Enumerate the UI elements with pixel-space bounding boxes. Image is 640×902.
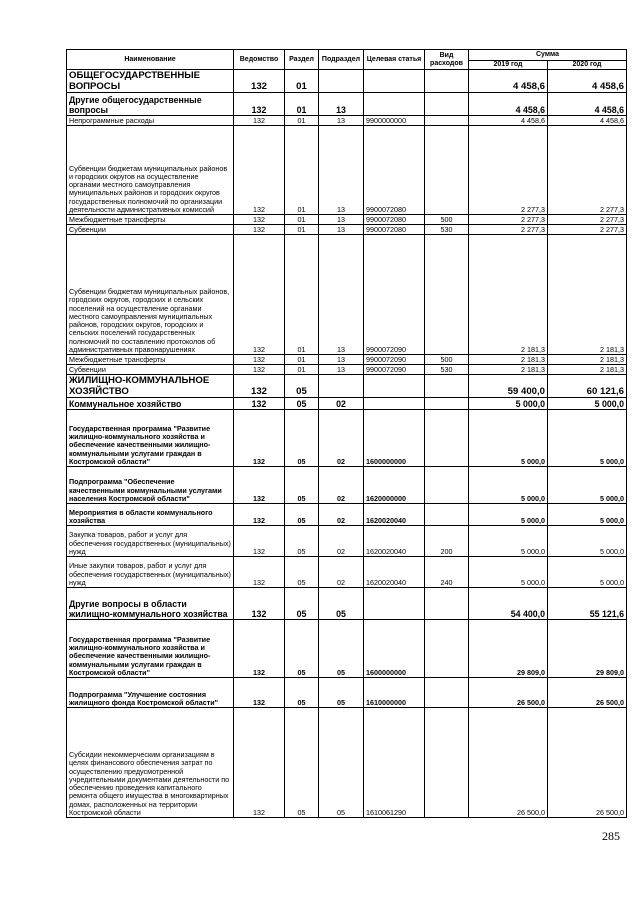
cell-target-article bbox=[364, 93, 425, 116]
cell-sum-2019: 5 000,0 bbox=[469, 398, 548, 410]
cell-sum-2019: 5 000,0 bbox=[469, 467, 548, 504]
table-row bbox=[67, 126, 627, 215]
cell-name: Закупка товаров, работ и услуг для обеспечения государственных (муниципальных) нужд bbox=[67, 526, 234, 557]
header-podrazdel: Подраздел bbox=[319, 50, 364, 70]
cell-vedomstvo: 132 bbox=[234, 355, 285, 365]
cell-sum-2020: 26 500,0 bbox=[548, 678, 627, 708]
cell-sum-2019: 4 458,6 bbox=[469, 70, 548, 93]
cell-sum-2020: 5 000,0 bbox=[548, 504, 627, 526]
cell-vedomstvo: 132 bbox=[234, 70, 285, 93]
cell-podrazdel: 13 bbox=[319, 116, 364, 126]
cell-podrazdel: 05 bbox=[319, 708, 364, 818]
cell-name: ЖИЛИЩНО-КОММУНАЛЬНОЕ ХОЗЯЙСТВО bbox=[67, 375, 234, 398]
cell-vedomstvo: 132 bbox=[234, 504, 285, 526]
cell-expense-type bbox=[425, 678, 469, 708]
cell-razdel: 05 bbox=[285, 708, 319, 818]
cell-podrazdel bbox=[319, 70, 364, 93]
cell-sum-2020: 29 809,0 bbox=[548, 620, 627, 678]
cell-razdel: 01 bbox=[285, 365, 319, 375]
cell-name: Государственная программа "Развитие жилищно-коммунального хозяйства и обеспечение качественными жилищно-коммунальными услугами граждан в Костромской области" bbox=[67, 410, 234, 467]
cell-sum-2019: 2 277,3 bbox=[469, 126, 548, 215]
cell-name: Межбюджетные трансферты bbox=[67, 355, 234, 365]
cell-name: Субвенции bbox=[67, 225, 234, 235]
cell-sum-2020: 5 000,0 bbox=[548, 398, 627, 410]
table-row bbox=[67, 620, 627, 678]
cell-sum-2020: 4 458,6 bbox=[548, 116, 627, 126]
cell-sum-2019: 5 000,0 bbox=[469, 557, 548, 588]
cell-razdel: 01 bbox=[285, 215, 319, 225]
table-row bbox=[67, 678, 627, 708]
cell-razdel: 05 bbox=[285, 557, 319, 588]
cell-razdel: 01 bbox=[285, 70, 319, 93]
header-vedomstvo: Ведомство bbox=[234, 50, 285, 70]
table-row bbox=[67, 93, 627, 116]
cell-expense-type: 530 bbox=[425, 365, 469, 375]
budget-table bbox=[66, 49, 627, 818]
cell-razdel: 01 bbox=[285, 225, 319, 235]
cell-sum-2019: 2 181,3 bbox=[469, 365, 548, 375]
cell-podrazdel: 05 bbox=[319, 620, 364, 678]
table-body bbox=[67, 70, 627, 818]
cell-vedomstvo: 132 bbox=[234, 620, 285, 678]
cell-podrazdel: 05 bbox=[319, 678, 364, 708]
cell-sum-2019: 5 000,0 bbox=[469, 504, 548, 526]
cell-sum-2020: 55 121,6 bbox=[548, 588, 627, 620]
cell-name: Субвенции бюджетам муниципальных районов, городских округов, городских и сельских поселений на осуществление органами местного самоуправления муниципальных районов, городских округов, городских и сельских поселений государственных полномочий по составлению протоколов об административных правонарушениях bbox=[67, 235, 234, 355]
cell-vedomstvo: 132 bbox=[234, 225, 285, 235]
header-year-2020: 2020 год bbox=[548, 61, 627, 70]
header-razdel: Раздел bbox=[285, 50, 319, 70]
cell-vedomstvo: 132 bbox=[234, 116, 285, 126]
cell-expense-type: 530 bbox=[425, 225, 469, 235]
cell-vedomstvo: 132 bbox=[234, 126, 285, 215]
cell-sum-2019: 2 181,3 bbox=[469, 355, 548, 365]
cell-vedomstvo: 132 bbox=[234, 526, 285, 557]
cell-target-article: 9900072090 bbox=[364, 235, 425, 355]
cell-podrazdel: 13 bbox=[319, 126, 364, 215]
cell-sum-2020: 2 181,3 bbox=[548, 235, 627, 355]
cell-name: Другие вопросы в области жилищно-коммунального хозяйства bbox=[67, 588, 234, 620]
header-expense-type: Вид расходов bbox=[425, 50, 469, 70]
cell-target-article: 1610061290 bbox=[364, 708, 425, 818]
cell-expense-type bbox=[425, 235, 469, 355]
cell-name: Государственная программа "Развитие жилищно-коммунального хозяйства и обеспечение качественными жилищно-коммунальными услугами граждан в Костромской области" bbox=[67, 620, 234, 678]
cell-vedomstvo: 132 bbox=[234, 215, 285, 225]
cell-expense-type bbox=[425, 398, 469, 410]
table-row bbox=[67, 215, 627, 225]
cell-expense-type bbox=[425, 504, 469, 526]
cell-name: Мероприятия в области коммунального хозяйства bbox=[67, 504, 234, 526]
cell-expense-type: 500 bbox=[425, 215, 469, 225]
cell-razdel: 05 bbox=[285, 467, 319, 504]
cell-podrazdel: 02 bbox=[319, 557, 364, 588]
cell-target-article: 9900072090 bbox=[364, 355, 425, 365]
cell-target-article: 9900000000 bbox=[364, 116, 425, 126]
cell-sum-2020: 5 000,0 bbox=[548, 557, 627, 588]
cell-razdel: 01 bbox=[285, 116, 319, 126]
cell-vedomstvo: 132 bbox=[234, 93, 285, 116]
cell-name: Другие общегосударственные вопросы bbox=[67, 93, 234, 116]
table-row bbox=[67, 504, 627, 526]
cell-podrazdel: 13 bbox=[319, 235, 364, 355]
cell-target-article bbox=[364, 375, 425, 398]
table-row bbox=[67, 588, 627, 620]
cell-podrazdel: 05 bbox=[319, 588, 364, 620]
header-year-2019: 2019 год bbox=[469, 61, 548, 70]
cell-sum-2020: 2 277,3 bbox=[548, 225, 627, 235]
cell-razdel: 05 bbox=[285, 410, 319, 467]
cell-podrazdel: 02 bbox=[319, 467, 364, 504]
cell-razdel: 05 bbox=[285, 678, 319, 708]
cell-vedomstvo: 132 bbox=[234, 588, 285, 620]
cell-target-article: 1620020040 bbox=[364, 504, 425, 526]
cell-expense-type bbox=[425, 375, 469, 398]
cell-podrazdel: 02 bbox=[319, 410, 364, 467]
cell-target-article: 1600000000 bbox=[364, 620, 425, 678]
table-row bbox=[67, 398, 627, 410]
cell-sum-2020: 2 277,3 bbox=[548, 215, 627, 225]
cell-name: ОБЩЕГОСУДАРСТВЕННЫЕ ВОПРОСЫ bbox=[67, 70, 234, 93]
cell-vedomstvo: 132 bbox=[234, 398, 285, 410]
cell-sum-2019: 2 277,3 bbox=[469, 215, 548, 225]
cell-sum-2019: 5 000,0 bbox=[469, 410, 548, 467]
cell-sum-2020: 5 000,0 bbox=[548, 467, 627, 504]
cell-name: Субвенции бюджетам муниципальных районов и городских округов на осуществление органами местного самоуправления муниципальных районов и городских округов государственных полномочий по организации деятельности административных комиссий bbox=[67, 126, 234, 215]
cell-name: Иные закупки товаров, работ и услуг для обеспечения государственных (муниципальных) нужд bbox=[67, 557, 234, 588]
cell-name: Межбюджетные трансферты bbox=[67, 215, 234, 225]
cell-target-article: 9900072080 bbox=[364, 215, 425, 225]
cell-sum-2019: 5 000,0 bbox=[469, 526, 548, 557]
cell-vedomstvo: 132 bbox=[234, 375, 285, 398]
table-row bbox=[67, 467, 627, 504]
header-target-article: Целевая статья bbox=[364, 50, 425, 70]
cell-razdel: 05 bbox=[285, 504, 319, 526]
cell-target-article: 9900072080 bbox=[364, 225, 425, 235]
cell-podrazdel: 02 bbox=[319, 526, 364, 557]
cell-sum-2020: 2 181,3 bbox=[548, 355, 627, 365]
table-row bbox=[67, 70, 627, 93]
table-row bbox=[67, 365, 627, 375]
cell-podrazdel: 13 bbox=[319, 93, 364, 116]
cell-podrazdel: 13 bbox=[319, 355, 364, 365]
cell-target-article: 9900072090 bbox=[364, 365, 425, 375]
cell-expense-type bbox=[425, 70, 469, 93]
cell-sum-2020: 4 458,6 bbox=[548, 93, 627, 116]
cell-razdel: 01 bbox=[285, 235, 319, 355]
cell-sum-2020: 2 181,3 bbox=[548, 365, 627, 375]
cell-razdel: 05 bbox=[285, 620, 319, 678]
cell-sum-2020: 26 500,0 bbox=[548, 708, 627, 818]
table-row bbox=[67, 355, 627, 365]
cell-target-article bbox=[364, 398, 425, 410]
cell-target-article bbox=[364, 588, 425, 620]
cell-podrazdel bbox=[319, 375, 364, 398]
cell-target-article: 9900072080 bbox=[364, 126, 425, 215]
cell-vedomstvo: 132 bbox=[234, 467, 285, 504]
cell-sum-2019: 4 458,6 bbox=[469, 116, 548, 126]
header-name: Наименование bbox=[67, 50, 234, 70]
cell-expense-type bbox=[425, 116, 469, 126]
cell-expense-type bbox=[425, 410, 469, 467]
table-row bbox=[67, 526, 627, 557]
header-sum: Сумма bbox=[469, 50, 627, 61]
cell-podrazdel: 02 bbox=[319, 504, 364, 526]
cell-target-article: 1610000000 bbox=[364, 678, 425, 708]
cell-razdel: 05 bbox=[285, 526, 319, 557]
cell-sum-2020: 5 000,0 bbox=[548, 526, 627, 557]
header-row bbox=[67, 50, 627, 61]
cell-name: Непрограммные расходы bbox=[67, 116, 234, 126]
cell-name: Субсидии некоммерческим организациям в целях финансового обеспечения затрат по осуществлению предусмотренной учредительными документами деятельности по обеспечению проведения капитального ремонта общего имущества в многоквартирных домах, расположенных на территории Костромской области bbox=[67, 708, 234, 818]
cell-podrazdel: 02 bbox=[319, 398, 364, 410]
cell-sum-2019: 29 809,0 bbox=[469, 620, 548, 678]
cell-vedomstvo: 132 bbox=[234, 410, 285, 467]
page-number: 285 bbox=[602, 829, 620, 843]
cell-sum-2019: 2 277,3 bbox=[469, 225, 548, 235]
cell-razdel: 05 bbox=[285, 398, 319, 410]
cell-name: Коммунальное хозяйство bbox=[67, 398, 234, 410]
cell-expense-type: 200 bbox=[425, 526, 469, 557]
cell-sum-2019: 4 458,6 bbox=[469, 93, 548, 116]
table-row bbox=[67, 225, 627, 235]
cell-razdel: 01 bbox=[285, 93, 319, 116]
cell-expense-type bbox=[425, 467, 469, 504]
cell-name: Подпрограмма "Улучшение состояния жилищного фонда Костромской области" bbox=[67, 678, 234, 708]
cell-target-article: 1600000000 bbox=[364, 410, 425, 467]
cell-name: Субвенции bbox=[67, 365, 234, 375]
table-row bbox=[67, 375, 627, 398]
cell-sum-2020: 60 121,6 bbox=[548, 375, 627, 398]
cell-target-article: 1620000000 bbox=[364, 467, 425, 504]
cell-sum-2019: 59 400,0 bbox=[469, 375, 548, 398]
cell-sum-2019: 54 400,0 bbox=[469, 588, 548, 620]
table-row bbox=[67, 557, 627, 588]
cell-sum-2020: 4 458,6 bbox=[548, 70, 627, 93]
table-row bbox=[67, 235, 627, 355]
cell-razdel: 05 bbox=[285, 375, 319, 398]
cell-razdel: 01 bbox=[285, 355, 319, 365]
cell-expense-type bbox=[425, 126, 469, 215]
table-row bbox=[67, 708, 627, 818]
cell-sum-2019: 2 181,3 bbox=[469, 235, 548, 355]
cell-vedomstvo: 132 bbox=[234, 365, 285, 375]
cell-razdel: 01 bbox=[285, 126, 319, 215]
cell-sum-2019: 26 500,0 bbox=[469, 678, 548, 708]
cell-target-article bbox=[364, 70, 425, 93]
cell-expense-type: 240 bbox=[425, 557, 469, 588]
cell-razdel: 05 bbox=[285, 588, 319, 620]
cell-expense-type bbox=[425, 588, 469, 620]
cell-vedomstvo: 132 bbox=[234, 557, 285, 588]
cell-expense-type: 500 bbox=[425, 355, 469, 365]
cell-vedomstvo: 132 bbox=[234, 678, 285, 708]
cell-vedomstvo: 132 bbox=[234, 235, 285, 355]
cell-expense-type bbox=[425, 620, 469, 678]
cell-sum-2020: 5 000,0 bbox=[548, 410, 627, 467]
cell-sum-2019: 26 500,0 bbox=[469, 708, 548, 818]
cell-target-article: 1620020040 bbox=[364, 557, 425, 588]
table-row bbox=[67, 410, 627, 467]
cell-name: Подпрограмма "Обеспечение качественными коммунальными услугами населения Костромской области" bbox=[67, 467, 234, 504]
cell-sum-2020: 2 277,3 bbox=[548, 126, 627, 215]
cell-expense-type bbox=[425, 708, 469, 818]
cell-podrazdel: 13 bbox=[319, 215, 364, 225]
table-row bbox=[67, 116, 627, 126]
cell-vedomstvo: 132 bbox=[234, 708, 285, 818]
cell-target-article: 1620020040 bbox=[364, 526, 425, 557]
cell-podrazdel: 13 bbox=[319, 225, 364, 235]
cell-expense-type bbox=[425, 93, 469, 116]
cell-podrazdel: 13 bbox=[319, 365, 364, 375]
